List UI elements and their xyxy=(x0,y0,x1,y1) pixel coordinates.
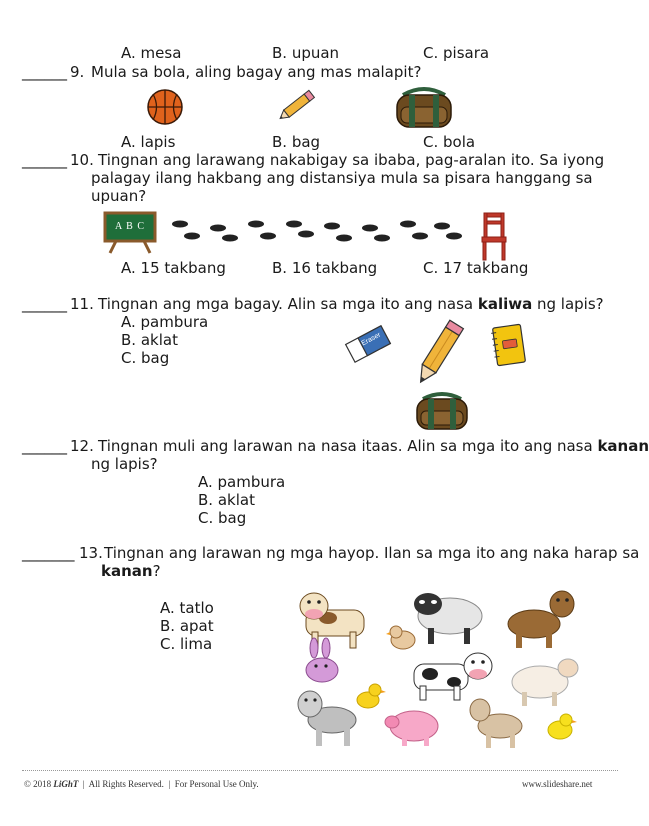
hen-icon xyxy=(386,626,415,649)
q13-question-line2: kanan? xyxy=(101,562,161,580)
q9-number: 9. xyxy=(70,63,85,81)
eraser-icon xyxy=(344,322,392,366)
q12-option-c: C. bag xyxy=(198,509,247,527)
chick-icon xyxy=(357,684,386,708)
q12-option-b: B. aklat xyxy=(198,491,255,509)
q10-option-b: B. 16 takbang xyxy=(272,259,378,277)
q13-option-b: B. apat xyxy=(160,617,214,635)
q13-option-a: A. tatlo xyxy=(160,599,214,617)
chalkboard-icon xyxy=(104,211,156,251)
q10-number: 10. xyxy=(70,151,94,169)
q11-option-a: A. pambura xyxy=(121,313,209,331)
footer-site[interactable]: www.slideshare.net xyxy=(522,779,593,789)
q10-question-line2: palagay ilang hakbang ang distansiya mula sa pisara hanggang sa xyxy=(91,169,593,187)
horse-icon xyxy=(508,591,574,648)
footer-divider xyxy=(22,770,618,771)
q9-option-a: A. lapis xyxy=(121,133,176,151)
q12-keyword: kanan xyxy=(597,437,649,455)
cow-icon-2 xyxy=(414,653,492,700)
chick-icon-2 xyxy=(548,714,577,739)
q11-option-b: B. aklat xyxy=(121,331,178,349)
cow-icon xyxy=(300,593,364,648)
q8-option-a: A. mesa xyxy=(121,44,182,62)
q10-option-a: A. 15 takbang xyxy=(121,259,226,277)
q13-option-c: C. lima xyxy=(160,635,213,653)
chair-icon xyxy=(476,211,512,261)
q12-answer-blank[interactable]: ______ xyxy=(22,437,67,455)
q11-question: Tingnan ang mga bagay. Alin sa mga ito ang nasa kaliwa ng lapis? xyxy=(98,295,604,313)
q11-keyword: kaliwa xyxy=(477,295,533,313)
chalkboard-text: A B C xyxy=(114,221,145,232)
q8-option-b: B. upuan xyxy=(272,44,340,62)
q11-option-c: C. bag xyxy=(121,349,170,367)
sheep-icon xyxy=(414,593,482,644)
footer-copyright: © 2018 LiGhT | All Rights Reserved. | For Personal Use Only. xyxy=(24,779,259,789)
bag-icon xyxy=(391,83,457,131)
bunny-icon xyxy=(306,638,338,682)
eraser-label: Eraser xyxy=(360,331,383,348)
q9-question: Mula sa bola, aling bagay ang mas malapit? xyxy=(91,63,422,81)
q11-number: 11. xyxy=(70,295,94,313)
q12-question-line1: Tingnan muli ang larawan na nasa itaas. Alin sa mga ito ang nasa kanan xyxy=(98,437,649,455)
q12-question-line2: ng lapis? xyxy=(91,455,158,473)
footprints-icon xyxy=(168,216,468,246)
q13-question-line1: Tingnan ang larawan ng mga hayop. Ilan sa mga ito ang naka harap sa xyxy=(104,544,640,562)
q10-answer-blank[interactable]: ______ xyxy=(22,151,67,169)
q13-keyword: kanan xyxy=(101,562,153,580)
large-pencil-icon xyxy=(405,314,475,392)
q10-question-line3: upuan? xyxy=(91,187,147,205)
q12-option-a: A. pambura xyxy=(198,473,286,491)
q13-answer-blank[interactable]: _______ xyxy=(22,544,75,562)
pig-icon xyxy=(385,711,438,746)
lamb-icon xyxy=(512,659,578,706)
q13-number: 13. xyxy=(79,544,103,562)
q9-answer-blank[interactable]: ______ xyxy=(22,63,67,81)
q10-question-line1: Tingnan ang larawang nakabigay sa ibaba, pag-aralan ito. Sa iyong xyxy=(98,151,605,169)
q12-number: 12. xyxy=(70,437,94,455)
basketball-icon xyxy=(144,87,186,127)
goat-icon xyxy=(470,699,522,748)
bag-icon-2 xyxy=(411,389,473,433)
pencil-icon xyxy=(274,86,320,126)
farm-animals-illustration xyxy=(288,588,588,753)
q10-option-c: C. 17 takbang xyxy=(423,259,529,277)
notebook-icon xyxy=(490,322,528,368)
q11-answer-blank[interactable]: ______ xyxy=(22,295,67,313)
q9-option-b: B. bag xyxy=(272,133,321,151)
q9-option-c: C. bola xyxy=(423,133,476,151)
q8-option-c: C. pisara xyxy=(423,44,490,62)
donkey-icon xyxy=(298,691,356,746)
